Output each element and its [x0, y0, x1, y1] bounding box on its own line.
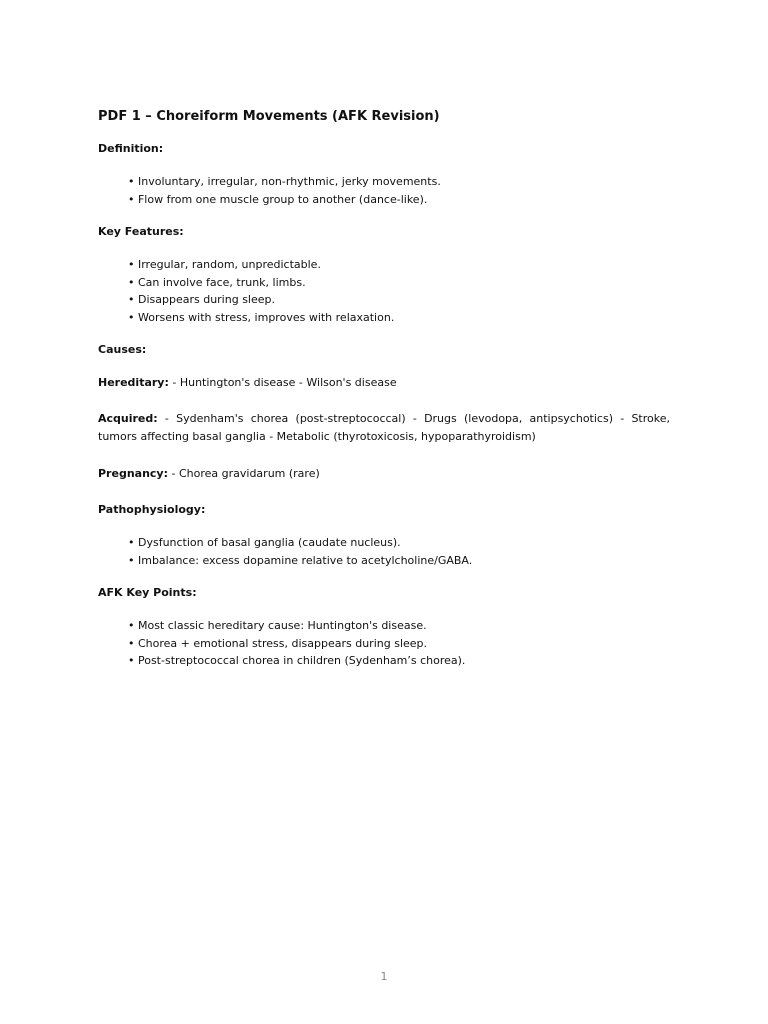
list-item: • Imbalance: excess dopamine relative to acetylcholine/GABA. — [128, 553, 473, 567]
list-item: • Irregular, random, unpredictable. — [128, 258, 321, 271]
list-item: • Dysfunction of basal ganglia (caudate nucleus). — [128, 536, 401, 549]
definition-heading: Definition: — [98, 142, 164, 155]
list-item: • Post-streptococcal chorea in children (Sydenham’s chorea). — [128, 654, 466, 667]
list-item: • Most classic hereditary cause: Huntington's disease. — [128, 619, 427, 632]
afk-key-points-heading: AFK Key Points: — [98, 586, 197, 599]
causes-heading: Causes: — [98, 343, 147, 356]
hereditary-text: - Huntington's disease - Wilson's disease — [168, 376, 397, 389]
document-page — [98, 108, 670, 670]
document-title: PDF 1 – Choreiform Movements (AFK Revision) — [98, 109, 440, 124]
hereditary-paragraph — [98, 374, 670, 392]
list-item: • Worsens with stress, improves with relaxation. — [128, 310, 395, 324]
list-item: • Disappears during sleep. — [128, 293, 275, 306]
page-number: 1 — [380, 970, 388, 983]
list-item: • Involuntary, irregular, non-rhythmic, jerky movements. — [128, 175, 441, 188]
definition-list — [98, 173, 670, 208]
key-features-heading: Key Features: — [98, 225, 184, 238]
acquired-label: Acquired: — [98, 412, 158, 425]
acquired-text: - Sydenham's chorea (post-streptococcal) - Drugs (levodopa, antipsychotics) - Stroke, tumors affecting basal ganglia - Metabolic (thyrotoxicosis, hypoparathyroidism) — [98, 412, 670, 443]
acquired-paragraph — [98, 410, 670, 446]
list-item: • Chorea + emotional stress, disappears during sleep. — [128, 636, 428, 650]
pregnancy-text: - Chorea gravidarum (rare) — [168, 467, 320, 480]
list-item: • Can involve face, trunk, limbs. — [128, 275, 306, 289]
afk-key-points-list — [98, 617, 670, 670]
pathophysiology-list — [98, 534, 670, 569]
hereditary-label: Hereditary: — [98, 376, 169, 389]
pregnancy-label: Pregnancy: — [98, 467, 168, 480]
key-features-list — [98, 256, 670, 326]
pregnancy-paragraph — [98, 465, 670, 483]
pathophysiology-heading: Pathophysiology: — [98, 503, 206, 516]
list-item: • Flow from one muscle group to another (dance-like). — [128, 192, 428, 206]
